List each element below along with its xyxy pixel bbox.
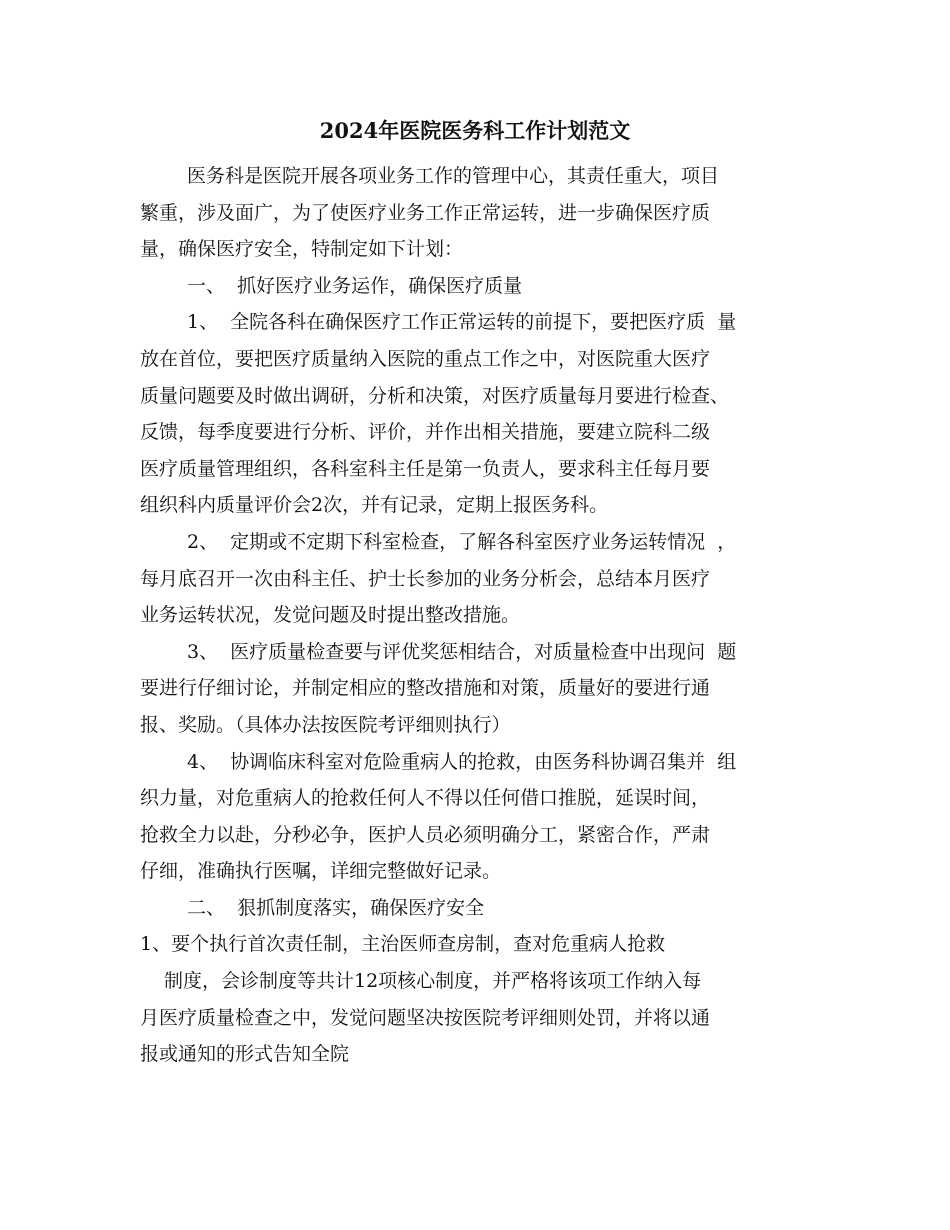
- body-line: 3、 医疗质量检查要与评优奖惩相结合，对质量检查中出现问 题: [187, 640, 737, 663]
- body-line: 组织科内质量评价会2次，并有记录，定期上报医务科。: [140, 494, 609, 517]
- body-line: 量，确保医疗安全，特制定如下计划：: [140, 238, 464, 261]
- document-title: 2024年医院医务科工作计划范文: [319, 118, 631, 143]
- body-line: 仔细，准确执行医嘱，详细完整做好记录。: [140, 860, 502, 883]
- body-line: 要进行仔细讨论，并制定相应的整改措施和对策，质量好的要进行通: [140, 677, 711, 700]
- body-line: 一、 抓好医疗业务运作，确保医疗质量: [187, 274, 523, 297]
- body-line: 制度，会诊制度等共计12项核心制度，并严格将该项工作纳入每: [164, 970, 702, 993]
- body-line: 业务运转状况，发觉问题及时提出整改措施。: [140, 604, 521, 627]
- body-line: 织力量，对危重病人的抢救任何人不得以任何借口推脱，延误时间，: [140, 787, 711, 810]
- body-line: 1、要个执行首次责任制，主治医师查房制，查对危重病人抢救: [140, 933, 666, 956]
- body-line: 医务科是医院开展各项业务工作的管理中心，其责任重大，项目: [187, 165, 720, 187]
- body-line: 放在首位，要把医疗质量纳入医院的重点工作之中，对医院重大医疗: [140, 347, 711, 370]
- document-body: [140, 158, 820, 1073]
- body-line: 报、奖励。（具体办法按医院考评细则执行）: [140, 713, 511, 736]
- body-line: 4、 协调临床科室对危险重病人的抢救，由医务科协调召集并 组: [187, 750, 737, 773]
- body-line: 反馈，每季度要进行分析、评价，并作出相关措施，要建立院科二级: [140, 421, 711, 444]
- body-line: 抢救全力以赴，分秒必争，医护人员必须明确分工，紧密合作，严肃: [140, 823, 711, 846]
- body-line: 二、 狠抓制度落实，确保医疗安全: [187, 896, 485, 919]
- body-line: 繁重，涉及面广，为了使医疗业务工作正常运转，进一步确保医疗质: [140, 201, 711, 224]
- body-line: 月医疗质量检查之中，发觉问题坚决按医院考评细则处罚，并将以通: [140, 1006, 711, 1029]
- body-line: 报或通知的形式告知全院: [140, 1043, 350, 1066]
- body-line: 1、 全院各科在确保医疗工作正常运转的前提下，要把医疗质 量: [187, 311, 737, 334]
- body-line: 医疗质量管理组织，各科室科主任是第一负责人，要求科主任每月要: [140, 457, 711, 480]
- body-line: 每月底召开一次由科主任、护士长参加的业务分析会，总结本月医疗: [140, 567, 711, 590]
- body-line: 质量问题要及时做出调研，分析和决策，对医疗质量每月要进行检查、: [140, 384, 730, 407]
- body-line: 2、 定期或不定期下科室检查，了解各科室医疗业务运转情况 ，: [187, 530, 737, 553]
